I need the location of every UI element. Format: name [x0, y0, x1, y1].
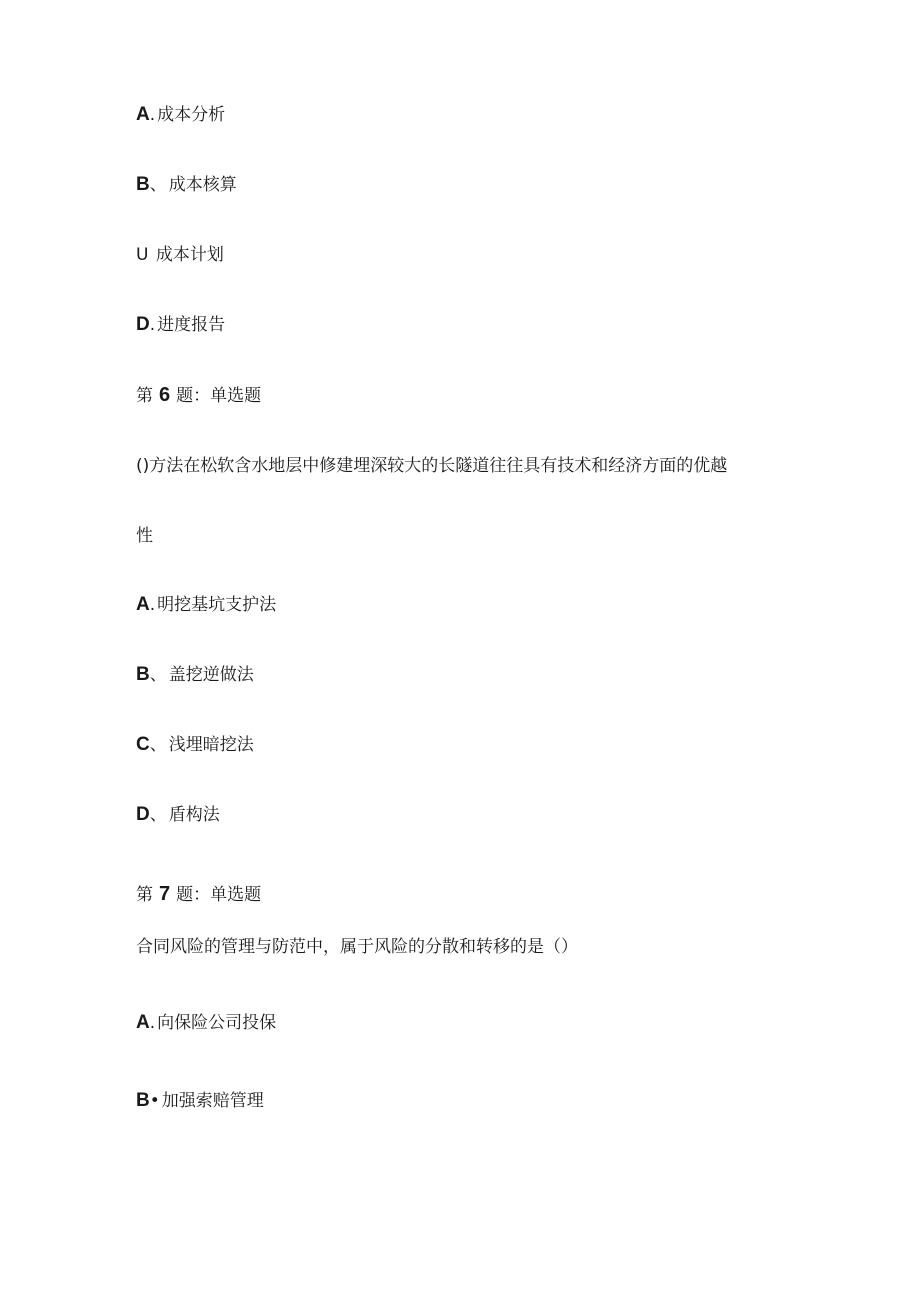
option-text: 浅埋暗挖法 — [168, 735, 254, 755]
question-type: 题：单选题 — [176, 386, 262, 406]
option-separator: 、 — [149, 805, 167, 825]
q6-option-a — [136, 593, 276, 617]
q5-option-a — [136, 103, 225, 127]
option-separator: . — [149, 595, 156, 615]
option-letter: U — [136, 245, 149, 265]
option-separator: 、 — [149, 665, 167, 685]
question-number: 6 — [159, 384, 171, 406]
q6-stem-line1: ()方法在松软含水地层中修建埋深较大的长隧道往往具有技术和经济方面的优越 — [136, 456, 728, 476]
q7-option-b — [136, 1089, 264, 1113]
question-number: 7 — [159, 883, 171, 905]
q6-header — [136, 383, 261, 408]
q7-header — [136, 882, 261, 907]
q6-stem-line2: 性 — [136, 526, 153, 546]
option-separator: . — [149, 105, 156, 125]
option-separator: 、 — [149, 175, 167, 195]
q6-option-d — [136, 803, 220, 827]
option-text: 加强索赔管理 — [161, 1091, 264, 1111]
option-letter: B — [136, 174, 150, 195]
option-letter: D — [136, 314, 150, 335]
option-letter: B — [136, 1090, 150, 1111]
option-letter: A — [136, 1012, 150, 1033]
option-text: 成本计划 — [155, 245, 224, 265]
q7-option-a — [136, 1011, 276, 1035]
option-letter: C — [136, 734, 150, 755]
option-separator: 、 — [149, 735, 167, 755]
q6-option-b — [136, 663, 254, 687]
option-letter: D — [136, 804, 150, 825]
option-text: 盾构法 — [168, 805, 220, 825]
option-text: 盖挖逆做法 — [168, 665, 254, 685]
q5-option-d — [136, 313, 225, 337]
option-letter: A — [136, 104, 150, 125]
option-separator: . — [149, 1013, 156, 1033]
option-separator: . — [149, 315, 156, 335]
option-text: 成本分析 — [157, 105, 226, 125]
option-separator — [148, 245, 153, 265]
option-text: 进度报告 — [157, 315, 226, 335]
question-label-prefix: 第 — [136, 386, 153, 406]
question-label-prefix: 第 — [136, 885, 153, 905]
question-type: 题：单选题 — [176, 885, 262, 905]
option-letter: A — [136, 594, 150, 615]
q7-stem: 合同风险的管理与防范中，属于风险的分散和转移的是（） — [136, 937, 578, 957]
q5-option-b — [136, 173, 237, 197]
q6-option-c — [136, 733, 254, 757]
option-text: 明挖基坑支护法 — [157, 595, 277, 615]
option-text: 向保险公司投保 — [157, 1013, 277, 1033]
option-letter: B — [136, 664, 150, 685]
option-separator: • — [149, 1091, 160, 1111]
q5-option-c — [136, 243, 224, 267]
option-text: 成本核算 — [168, 175, 237, 195]
